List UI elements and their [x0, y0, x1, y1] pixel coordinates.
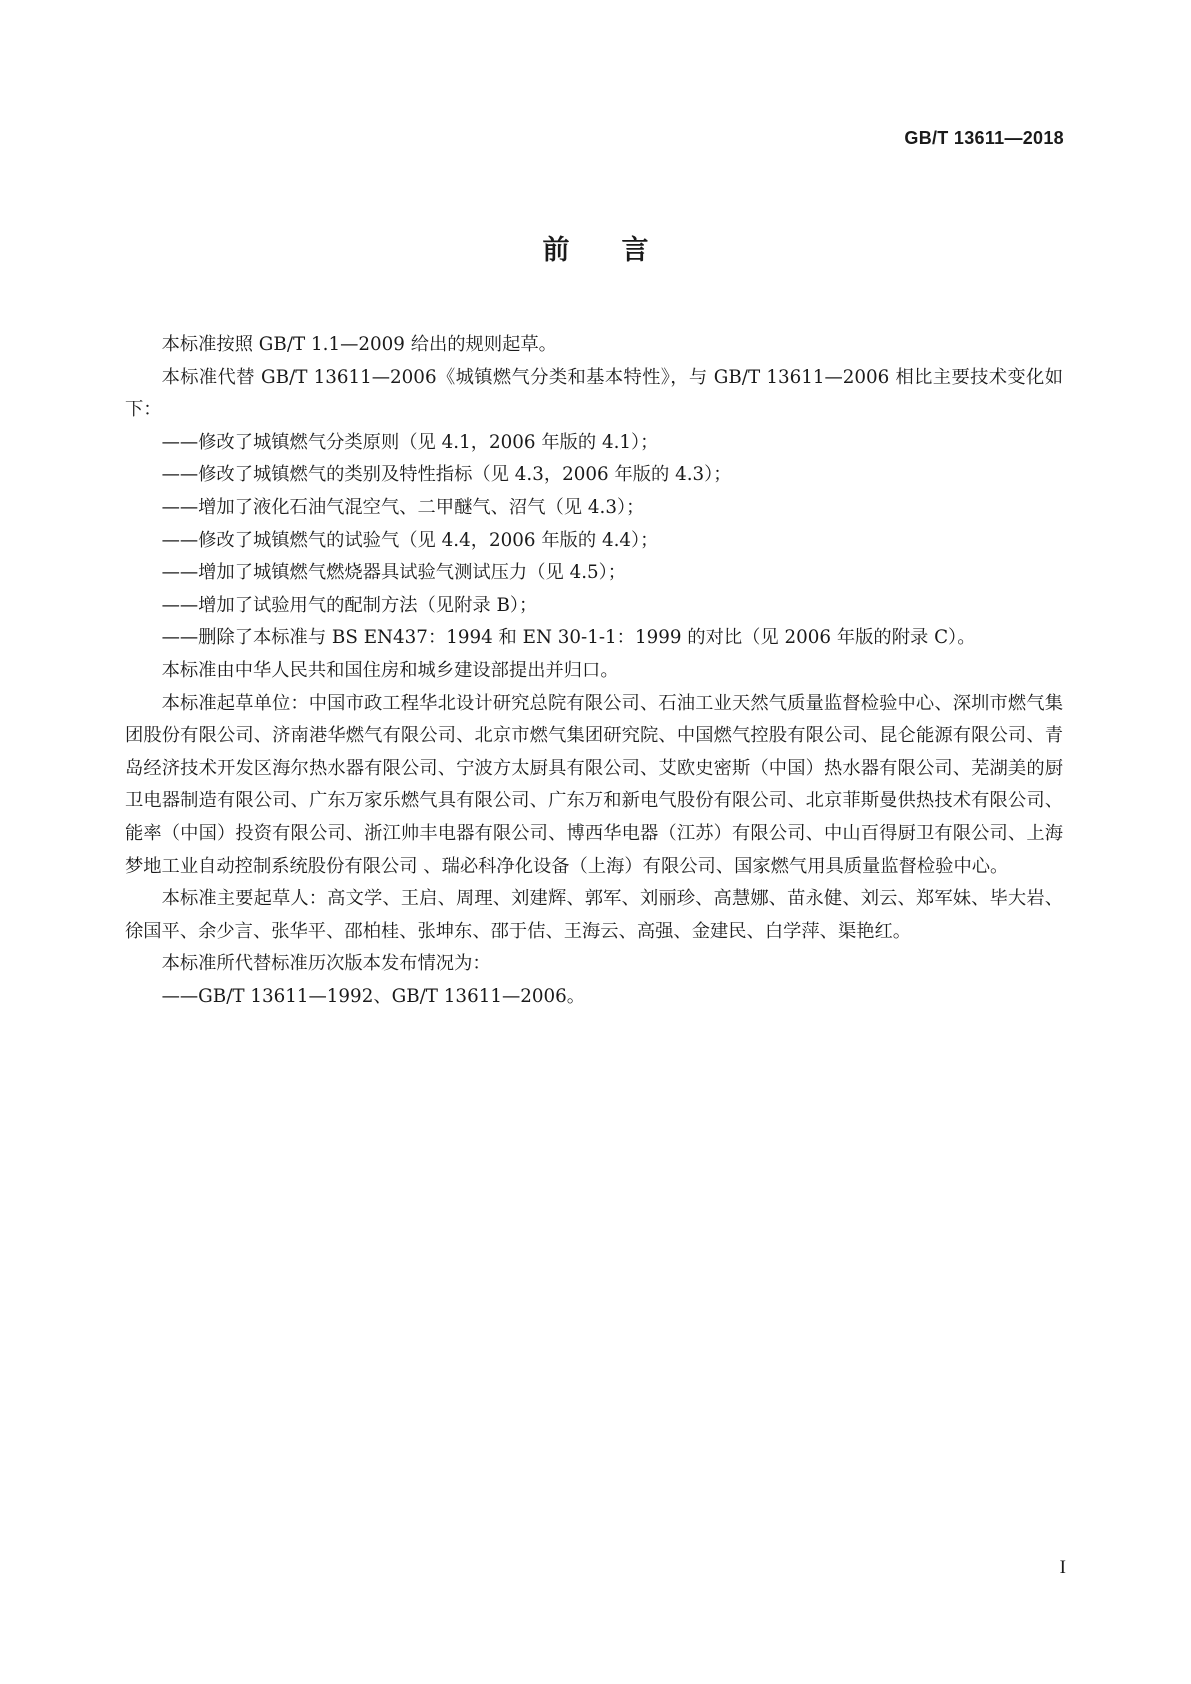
foreword-body [125, 329, 1063, 1013]
change-item: ——增加了城镇燃气燃烧器具试验气测试压力（见 4.5）； [161, 562, 627, 584]
change-item: ——修改了城镇燃气的试验气（见 4.4，2006 年版的 4.4）； [161, 529, 659, 551]
paragraph-proposer: 本标准由中华人民共和国住房和城乡建设部提出并归口。 [161, 659, 619, 681]
page-title: 前言 [542, 235, 701, 266]
paragraph-history-intro: 本标准所代替标准历次版本发布情况为： [161, 953, 491, 975]
history-item: ——GB/T 13611—1992、GB/T 13611—2006。 [161, 985, 586, 1007]
change-item: ——删除了本标准与 BS EN437：1994 和 EN 30-1-1：1999 的对比（见 2006 年版的附录 C）。 [161, 627, 976, 649]
change-item: ——增加了液化石油气混空气、二甲醚气、沼气（见 4.3）； [161, 496, 645, 518]
standard-code-header: GB/T 13611—2018 [904, 128, 1064, 148]
change-item: ——修改了城镇燃气分类原则（见 4.1，2006 年版的 4.1）； [161, 431, 659, 453]
paragraph-drafting-units: 本标准起草单位：中国市政工程华北设计研究总院有限公司、石油工业天然气质量监督检验中心、深圳市燃气集团股份有限公司、济南港华燃气有限公司、北京市燃气集团研究院、中国燃气控股有限公司、昆仑能源有限公司、青岛经济技术开发区海尔热水器有限公司、宁波方太厨具有限公司、艾欧史密斯（中国）热水器有限公司、芜湖美的厨卫电器制造有限公司、广东万家乐燃气具有限公司、广东万和新电气股份有限公司、北京菲斯曼供热技术有限公司、能率（中国）投资有限公司、浙江帅丰电器有限公司、博西华电器（江苏）有限公司、中山百得厨卫有限公司、上海梦地工业自动控制系统股份有限公司 、瑞必科净化设备（上海）有限公司、国家燃气用具质量监督检验中心。 [125, 692, 1063, 877]
change-item: ——修改了城镇燃气的类别及特性指标（见 4.3，2006 年版的 4.3）； [161, 464, 732, 486]
paragraph-drafting-rules: 本标准按照 GB/T 1.1—2009 给出的规则起草。 [161, 334, 557, 355]
paragraph-drafters: 本标准主要起草人：高文学、王启、周理、刘建辉、郭军、刘丽珍、高慧娜、苗永健、刘云、郑军妹、毕大岩、徐国平、余少言、张华平、邵柏桂、张坤东、邵于佶、王海云、高强、金建民、白学萍、渠艳红。 [125, 888, 1063, 942]
page-number: I [1059, 1557, 1066, 1578]
paragraph-replacement: 本标准代替 GB/T 13611—2006《城镇燃气分类和基本特性》，与 GB/T 13611—2006 相比主要技术变化如下： [125, 366, 1063, 421]
change-item: ——增加了试验用气的配制方法（见附录 B）； [161, 594, 538, 616]
